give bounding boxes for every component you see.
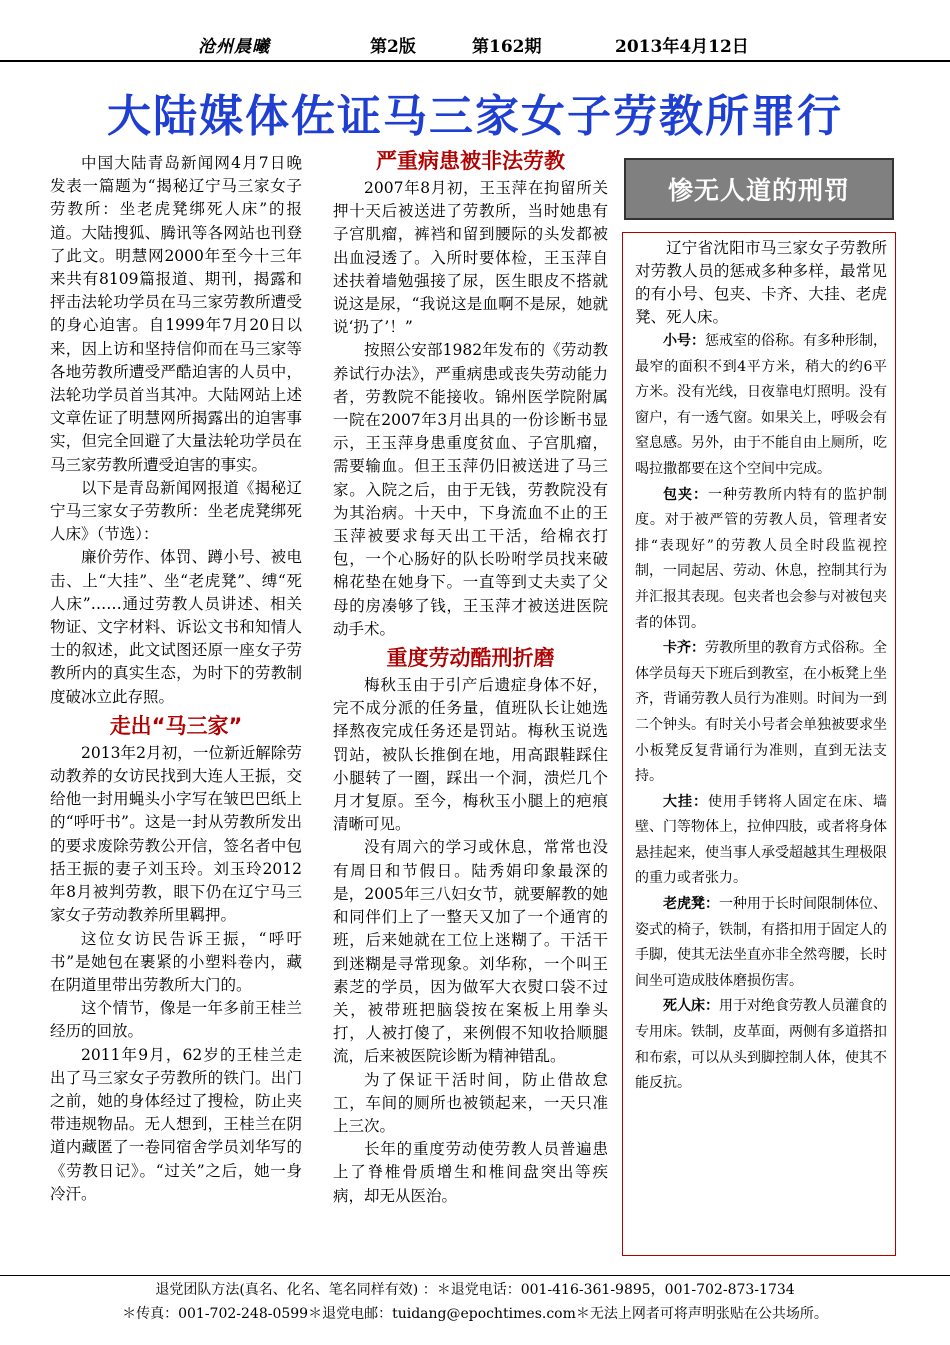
issue-date: 2013年4月12日 [615,37,749,57]
entry-text: 使用手铐将人固定在床、墙壁、门等物体上，拉伸四肢，或者将身体悬挂起来，使当事人承受超越其生理极限的重力或者张力。 [635,793,887,887]
article-column-2 [333,149,608,1208]
section-subhead: 严重病患被非法劳教 [376,149,565,173]
entry-text: 一种劳教所内特有的监护制度。对于被严管的劳教人员，管理者安排“表现好”的劳教人员全时段监视控制，一同起居、劳动、休息，控制其行为并汇报其表现。包夹者也会参与对被包夹者的体罚。 [635,486,887,631]
sidebar-entry [635,483,887,637]
section-subhead: 走出“马三家” [109,713,243,738]
entry-text: 一种用于长时间限制体位、姿式的椅子，铁制，有搭扣用于固定人的手脚，使其无法坐直亦非全然弯腰，长时间坐可造成肢体磨损伤害。 [635,896,887,989]
masthead [0,28,950,62]
entry-term: 老虎凳： [663,896,719,913]
entry-term: 死人床： [663,998,719,1015]
article-paragraph: 梅秋玉由于引产后遗症身体不好，完不成分派的任务量，值班队长让她选择熬夜完成任务还是罚站。梅秋玉说选罚站，被队长推倒在地，用高跟鞋踩住小腿转了一圈，踩出一个洞，溃烂几个月才复原。至今，梅秋玉小腿上的疤痕清晰可见。 [333,676,608,834]
footer-contact-line-1: 退党团队方法(真名、化名、笔名同样有效) ：＊退党电话：001-416-361-9895，001-702-873-1734 [155,1282,795,1298]
article-paragraph: 2011年9月，62岁的王桂兰走出了马三家女子劳教所的铁门。出门之前，她的身体经过了搜检，防止夹带违规物品。无人想到，王桂兰在阴道内藏匿了一卷同宿舍学员刘华写的《劳教日记》。“过关”之后，她一身冷汗。 [50,1045,302,1203]
article-paragraph: 廉价劳作、体罚、蹲小号、被电击、上“大挂”、坐“老虎凳”、缚“死人床”……通过劳教人员讲述、相关物证、文字材料、诉讼文书和知情人士的叙述，此文试图还原一座女子劳教所内的真实生态，为时下的劳教制度破冰立此存照。 [50,548,302,706]
newspaper-name: 沧州晨曦 [198,37,270,57]
article-paragraph: 长年的重度劳动使劳教人员普遍患上了脊椎骨质增生和椎间盘突出等疾病，却无从医治。 [333,1140,608,1205]
main-headline: 大陆媒体佐证马三家女子劳教所罪行 [107,91,843,142]
entry-term: 小号： [663,333,705,349]
entry-term: 包夹： [663,486,708,503]
entry-text: 用于对绝食劳教人员灌食的专用床。铁制，皮革面，两侧有多道搭扣和布索，可以从头到脚控制人体，使其不能反抗。 [635,998,887,1092]
footer-contact-line-2: ＊传真：001-702-248-0599＊退党电邮：tuidang@epochtimes.com＊无法上网者可将声明张贴在公共场所。 [122,1306,828,1322]
article-paragraph: 这个情节，像是一年多前王桂兰经历的回放。 [50,999,302,1041]
footer-divider [0,1275,950,1276]
entry-term: 卡齐： [663,640,705,657]
article-paragraph: 2013年2月初，一位新近解除劳动教养的女访民找到大连人王振，交给他一封用蝇头小字写在皱巴巴纸上的“呼吁书”。这是一封从劳教所发出的要求废除劳教公开信，签名者中包括王振的妻子刘玉玲。刘玉玲2012年8月被判劳教，眼下仍在辽宁马三家女子劳动教养所里羁押。 [50,743,302,925]
entry-text: 劳教所里的教育方式俗称。全体学员每天下班后到教室，在小板凳上坐齐，背诵劳教人员行为准则。时间为一到二个钟头。有时关小号者会单独被要求坐小板凳反复背诵行为准则，直到无法支持。 [635,640,887,785]
entry-term: 大挂： [663,793,708,810]
article-paragraph: 没有周六的学习或休息，常常也没有周日和节假日。陆秀娟印象最深的是，2005年三八妇女节，就要解教的她和同伴们上了一整天又加了一个通宵的班，后来她就在工位上迷糊了。干活干到迷糊是寻常现象。刘华称，一个叫王素芝的学员，因为做军大衣熨口袋不过关，被带班把脑袋按在案板上用拳头打，人被打傻了，来例假不知收拾顺腿流，后来被医院诊断为精神错乱。 [333,838,608,1066]
article-paragraph: 中国大陆青岛新闻网4月7日晚发表一篇题为“揭秘辽宁马三家女子劳教所：坐老虎凳绑死人床”的报道。大陆搜狐、腾讯等各网站也刊登了此文。明慧网2000年至今十三年来共有8109篇报道、期刊，揭露和抨击法轮功学员在马三家劳教所遭受的身心迫害。自1999年7月20日以来，因上访和坚持信仰而在马三家等各地劳教所遭受严酷迫害的人员中，法轮功学员首当其冲。大陆网站上述文章佐证了明慧网所揭露出的迫害事实，但完全回避了大量法轮功学员在马三家劳教所遭受迫害的事实。 [50,154,302,474]
sidebar-entry [635,994,887,1096]
sidebar-entry [635,636,887,790]
section-subhead: 重度劳动酷刑折磨 [386,646,555,671]
issue-number: 第162期 [472,37,542,57]
entry-text: 惩戒室的俗称。有多种形制，最窄的面积不到4平方米，稍大的约6平方米。没有光线，日夜靠电灯照明。没有窗户，有一透气窗。如果关上，呼吸会有窒息感。另外，由于不能自由上厕所，吃喝拉撒都要在这个空间中完成。 [635,333,887,477]
sidebar-box [622,232,896,1256]
sidebar-intro: 辽宁省沈阳市马三家女子劳教所对劳教人员的惩戒多种多样，最常见的有小号、包夹、卡齐、大挂、老虎凳、死人床。 [635,239,887,326]
sidebar-entry [635,892,887,994]
sidebar-title: 惨无人道的刑罚 [624,158,894,220]
article-column-1 [50,152,302,1206]
article-paragraph: 这位女访民告诉王振，“呼吁书”是她包在裹紧的小塑料卷内，藏在阴道里带出劳教所大门的。 [50,929,302,994]
sidebar-entry [635,790,887,892]
article-paragraph: 2007年8月初，王玉萍在拘留所关押十天后被送进了劳教所，当时她患有子宫肌瘤，裤裆和留到腰际的头发都被出血浸透了。入所时要体检，王玉萍自述扶着墙勉强接了尿，医生眼皮不搭就说这是尿，“我说这是血啊不是尿，她就说‘扔了’！” [333,179,608,337]
article-paragraph: 以下是青岛新闻网报道《揭秘辽宁马三家女子劳教所：坐老虎凳绑死人床》（节选）： [50,478,302,544]
article-paragraph: 按照公安部1982年发布的《劳动教养试行办法》，严重病患或丧失劳动能力者，劳教院不能接收。锦州医学院附属一院在2007年3月出具的一份诊断书显示，王玉萍身患重度贫血、子宫肌瘤，需要输血。但王玉萍仍旧被送进了马三家。入院之后，由于无钱，劳教院没有为其治病。十天中，下身流血不止的王玉萍被要求每天出工干活，给棉衣打包，一个心肠好的队长吩咐学员找来破棉花垫在她身下。一直等到丈夫卖了父母的房凑够了钱，王玉萍才被送进医院动手术。 [333,341,608,638]
article-paragraph: 为了保证干活时间，防止借故怠工，车间的厕所也被锁起来，一天只准上三次。 [333,1070,608,1135]
edition-number: 第2版 [370,37,416,57]
sidebar-entry [635,329,887,483]
